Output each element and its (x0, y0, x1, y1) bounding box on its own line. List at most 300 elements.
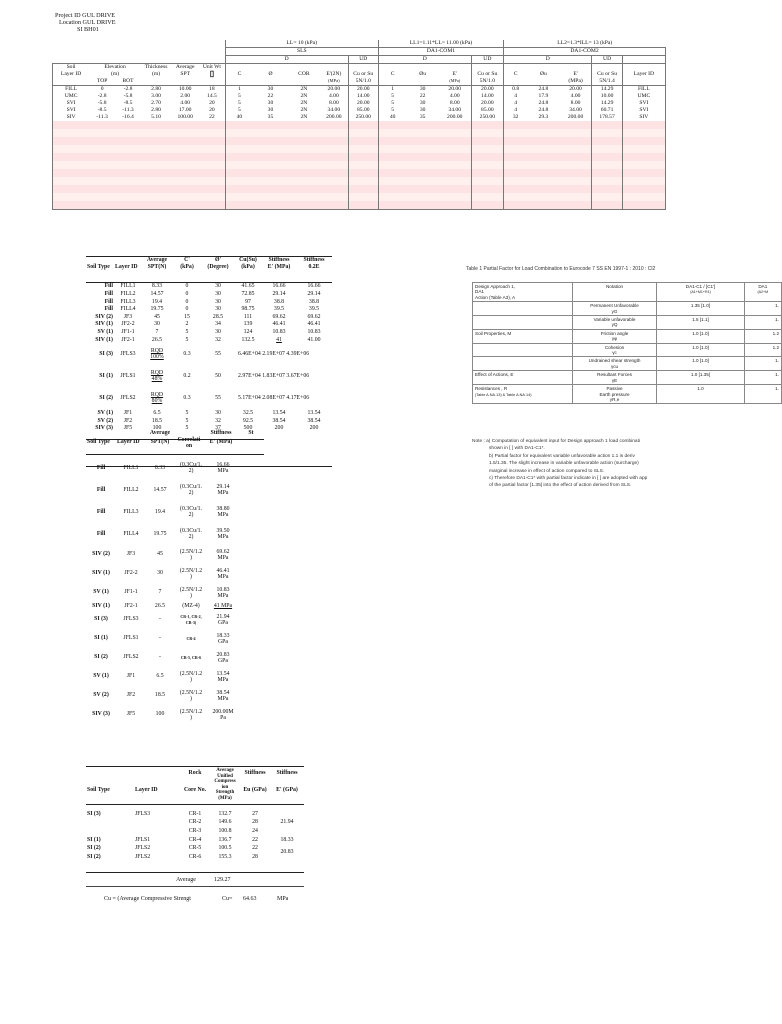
cell-lid: FILL1 (123, 464, 139, 471)
cell-lid: JF3 (123, 313, 133, 320)
h-bot: BOT (115, 78, 141, 86)
top-parameter-table (52, 40, 666, 210)
corr-line-2: 2) (188, 490, 194, 496)
cell-c: 0.3 (183, 351, 191, 358)
cell-corr (174, 457, 208, 479)
cell-vals: 2.97E+04 1.83E+07 3.67E+06 (238, 373, 310, 380)
e-line-1: 38.54 (216, 689, 230, 696)
cell-e1: 34.00 (448, 107, 462, 114)
h-avg: Average (146, 257, 168, 263)
empty-row (53, 145, 666, 153)
cell-st (86, 827, 134, 836)
cell-cu: 97 (245, 298, 251, 305)
cell-corr (174, 629, 208, 648)
h-soiltype: Soil Type (87, 263, 110, 270)
cell-eu: 24 (252, 828, 258, 835)
eff-v1: 1.0 [1.35] (657, 371, 744, 385)
note-line-4: 1.5/1.35. The slight increase in variable unfavorable action (surcharge) (489, 461, 639, 467)
cell-uw: 18 (209, 86, 215, 93)
cell-p1: 30 (419, 107, 426, 114)
cell-corr (174, 545, 208, 564)
cell-e (208, 705, 238, 724)
cell-uw: 20 (209, 100, 215, 107)
corr-line-1: (2.5N/1.2 (179, 708, 203, 715)
cell-spt: 19.4 (151, 298, 163, 305)
col2-sub: (A2+M (757, 290, 769, 295)
cell-cu: 500 (243, 425, 253, 432)
cell-cu: 41.65 (241, 283, 255, 290)
cell-e2: 200 (309, 425, 319, 432)
cell-c2: 4 (504, 100, 528, 107)
e-line-2: MPa (217, 573, 229, 580)
cell-lid: JF1-1 (124, 589, 138, 596)
empty-row (53, 185, 666, 193)
h-cukpa: (kPa) (241, 263, 255, 270)
table-row (86, 583, 264, 602)
cell-lid: FILL2 (120, 290, 136, 297)
cell-e (208, 583, 238, 602)
avg-value: 129.27 (214, 877, 231, 883)
cell-e (208, 602, 238, 610)
h-stiff2: Stiffness (303, 257, 325, 263)
cell-c2: 4 (504, 107, 528, 114)
h-core: Core No. (183, 786, 207, 793)
var-v2: 1. (775, 317, 779, 323)
h-unitwt: Unit Wt (202, 64, 221, 71)
table-row (86, 648, 264, 667)
cell-cu1: 14.00 (471, 93, 503, 100)
cell-spt: 14.57 (150, 290, 164, 297)
gamma-g: γG (611, 308, 618, 314)
cell-lid: JF2-1 (124, 602, 138, 609)
cell-p2: 24.8 (538, 100, 549, 107)
h-e2: E' (573, 71, 578, 78)
var-label: Variable unfavorable (593, 317, 636, 323)
cell-c: 5 (185, 417, 189, 424)
cell-spt: 19.4 (154, 508, 166, 515)
da1c2-line: LL2=1.3*ILL= 13 (kPa) (504, 40, 666, 48)
cell-e2: 20.00 (569, 86, 582, 93)
corr-line-1: (0.3Cu/1. (180, 462, 202, 468)
cell-e2: 38.54 (307, 417, 321, 424)
cell-cu: 72.85 (241, 290, 255, 297)
cell-lid: FILL4 (123, 530, 139, 537)
empty-row (53, 169, 666, 177)
cell-st: SV (1) (93, 673, 109, 680)
cell-spt: 26.5 (151, 336, 163, 343)
h-emp: E' (MPa) (209, 439, 233, 446)
h-top: TOP (89, 78, 115, 86)
cell-st: Fill (96, 464, 106, 471)
table-row (86, 602, 264, 610)
cell-phi: 30 (267, 86, 274, 93)
location-line: Location GUL DRIVE (59, 19, 116, 26)
cell-id: SVI (53, 107, 90, 114)
action-label: Action (Table A3), A (475, 294, 516, 300)
rqd-label: RQD (150, 392, 164, 399)
gamma-c: γc (612, 350, 617, 356)
cell-lid: JF2 (126, 692, 136, 699)
cell-e: 69.62 (272, 313, 286, 320)
cell-c1: 40 (378, 114, 406, 121)
cell-eu: 27 (252, 810, 258, 817)
cell-th: 3.00 (151, 93, 161, 100)
cell-bot: -11.3 (122, 107, 134, 114)
table-row (86, 479, 264, 501)
factor-title: Table 1 Partial Factor for Load Combination to Eurocode 7 SS EN 1997-1 : 2010 : Cl2 (466, 266, 656, 272)
cell-cu2: 14.29 (592, 100, 622, 107)
table-row (86, 545, 264, 564)
cell-e1: 4.00 (449, 93, 460, 100)
cell-id: SIV (53, 114, 90, 121)
cell-lid: FILL2 (123, 486, 139, 493)
h-mpa1: (MPa) (439, 78, 471, 86)
cell-id: FILL (53, 86, 90, 94)
cell-bot: -16.4 (122, 114, 134, 121)
cell-vals: 5.17E+04 2.08E+07 4.17E+06 (238, 395, 310, 402)
cell-spt: 18.5 (151, 417, 163, 424)
e-line-1: 21.94 (216, 613, 230, 620)
e-line-1: 29.14 (216, 484, 230, 490)
cell-e: 200.00 (326, 114, 342, 121)
cell-st: Fill (104, 306, 113, 313)
cell-e: 38.8 (273, 298, 285, 305)
cell-st: SIV (3) (95, 425, 113, 432)
e-line-1: 46.41 (216, 567, 230, 574)
cell-spt: 2.00 (180, 93, 191, 100)
e-line-2: Pa (220, 714, 226, 721)
cell-c: 0 (185, 283, 189, 290)
cell-spt: 100 (152, 425, 162, 432)
cell-rqd (142, 344, 172, 366)
table-row (86, 564, 264, 583)
cell-th: 2.80 (151, 86, 161, 93)
h-layerid2: Layer ID (622, 71, 665, 78)
cell-cu: 250.00 (348, 114, 378, 121)
cell-lid: FILL3 (123, 508, 139, 515)
h-cusu1: Cu or Su (471, 71, 503, 78)
cell-lid: JF2 (123, 417, 133, 424)
corr-line-2: ) (190, 714, 192, 721)
cell-lid: SIV (622, 114, 665, 121)
c2-ud: UD (592, 56, 622, 64)
cell-p2: 24.8 (538, 107, 549, 114)
corr-line-1: (2.5N/1.2 (179, 548, 203, 555)
cell-spt: 19.75 (153, 530, 167, 537)
cell-corr (174, 523, 208, 545)
cu-unit: MPa (277, 896, 289, 902)
table-row (86, 819, 304, 828)
corr-line-1: (2.5N/1.2 (179, 567, 203, 574)
perm-v2: 1. (775, 303, 779, 309)
h-ion: ion (221, 784, 229, 790)
cell-c: 5 (225, 107, 253, 114)
res-v1: 1.0 (657, 385, 744, 404)
rqd-row (86, 344, 332, 366)
cell-eu: 28 (252, 819, 258, 826)
cell-spt: 7 (155, 328, 159, 335)
cell-c: 5 (225, 93, 253, 100)
h-layerid: Layer ID (115, 263, 138, 270)
cell-c: 0 (185, 306, 189, 313)
note-line-3: b) Partial factor for equivalent variable unfavorable action 1.1 is deriv (489, 453, 635, 459)
cell-c1: 1 (378, 86, 406, 94)
cell-e (208, 501, 238, 523)
cell-c2: 4 (504, 93, 528, 100)
cell-c: 1 (225, 86, 253, 94)
table-row (86, 836, 304, 845)
cell-top: 0 (100, 86, 104, 93)
h-spt: SPT(N) (150, 439, 170, 446)
cell-ucs: 132.7 (218, 810, 232, 817)
cell-e (208, 667, 238, 686)
cell-e2: 69.62 (307, 313, 321, 320)
cell-cu: 32.5 (242, 410, 254, 417)
cell-spt: 45 (157, 551, 163, 558)
cell-lid: JFLS3 (123, 616, 139, 623)
cell-cu: 14.00 (348, 93, 378, 100)
cell-corr (174, 648, 208, 667)
corr-line-1: (2.5N/1.2 (179, 586, 203, 593)
h-avg: Average (216, 768, 234, 773)
perm-label: Permanent Unfavorable (590, 303, 639, 309)
cell-st: Fill (104, 290, 113, 297)
cell-e2: 29.14 (307, 290, 321, 297)
cell-st: SI (2) (87, 845, 101, 852)
h-soiltype: Soil Type (87, 439, 110, 446)
h-strength: Strength (215, 790, 235, 795)
empty-row (53, 137, 666, 145)
corr-line-1: (0.3Cu/1. (180, 528, 202, 534)
cell-e1: 200.00 (447, 114, 463, 121)
h-c1: C (378, 71, 406, 78)
cell-p2: 24.8 (538, 86, 549, 93)
cell-lid: JF5 (123, 425, 133, 432)
h-cu: Cu(Su) (239, 257, 257, 263)
cell-st: Fill (96, 508, 106, 515)
h-deg: (Degree) (207, 263, 229, 270)
cell-lid (134, 827, 180, 836)
cell-c: 15 (184, 313, 190, 320)
rqd-value: 80% (151, 397, 163, 404)
table-row (86, 705, 264, 724)
cell-top: -8.5 (97, 107, 107, 114)
cell-bot: -8.5 (123, 100, 133, 107)
cell-corr (174, 705, 208, 724)
cu-label: Cu= (222, 896, 233, 902)
cell-phi: 30 (215, 306, 221, 313)
da1c1-label: DA1-COM1 (378, 48, 503, 56)
e-line-2: MPa (217, 534, 229, 540)
cell-e (208, 479, 238, 501)
cell-e: 38.54 (272, 417, 286, 424)
cell-ucs: 136.7 (218, 836, 232, 843)
cell-cu: 85.00 (348, 107, 378, 114)
fric-v1: 1.0 [1.0] (657, 329, 744, 343)
empty-row (53, 177, 666, 185)
h-phi: Ø (268, 71, 273, 78)
cell-lid: SVI (622, 100, 665, 107)
cell-spt: 26.5 (154, 602, 166, 609)
cell-e2: 46.41 (307, 321, 321, 328)
cell-e (208, 686, 238, 705)
c2-d: D (504, 56, 592, 64)
cell-eu: 22 (252, 836, 258, 843)
corr-line-2: ) (190, 676, 192, 683)
h-spt: SPT(N) (147, 263, 167, 270)
cell-st: SI (1) (94, 635, 108, 642)
h-cusu2: Cu or Su (592, 71, 622, 78)
cell-cu1: 250.00 (471, 114, 503, 121)
cell-lid: JF1-1 (121, 328, 135, 335)
h-soil: Soil (53, 64, 90, 72)
e-line-2: GPa (218, 657, 228, 664)
cell-phi: 55 (215, 351, 221, 358)
e-line-2: MPa (217, 695, 229, 702)
h-phiu1: Øu (419, 71, 427, 78)
cell-lid: JFLS1 (120, 373, 136, 380)
cell-id: UMC (53, 93, 90, 100)
cell-cu2: 60.71 (592, 107, 622, 114)
cell-e2: 200.00 (567, 114, 584, 121)
cell-eu: 28 (252, 853, 258, 860)
cell-e (208, 648, 238, 667)
undr-v1: 1.0 [1.0] (657, 357, 744, 371)
cell-spt: 6.5 (156, 673, 164, 680)
cell-id: SVI (53, 100, 90, 107)
cell-cu1: 85.00 (471, 107, 503, 114)
h-5n10-1: 5N/1.0 (471, 78, 503, 86)
h-e1: E' (452, 71, 457, 78)
h-st: St (248, 430, 254, 436)
cell-core: CR-1 (188, 810, 202, 817)
cell-corr (174, 610, 208, 629)
h-stiff1: Stiffness (268, 257, 290, 263)
cell-cu: 124 (243, 328, 253, 335)
e-line-1: 41 MPa (213, 603, 233, 609)
cell-uw: 20 (209, 107, 215, 114)
table-row (86, 306, 332, 314)
h-egpa: E' (GPa) (276, 786, 298, 793)
cell-st: SIV (2) (95, 313, 113, 320)
cell-cu: 139 (243, 321, 253, 328)
cell-e1: 8.00 (449, 100, 460, 107)
cell-cor: 2N (300, 114, 308, 121)
cell-lid: FILL3 (120, 298, 136, 305)
h-stiff2: Stiffness (276, 770, 298, 777)
e-line-1: 13.54 (216, 670, 230, 677)
resist-label: Resistances , R (475, 386, 508, 392)
cell-p2: 17.9 (538, 93, 549, 100)
note-line-5: marginal increase in effect of action compared to SLS. (489, 468, 605, 474)
h-phiu2: Øu (540, 71, 547, 78)
h-c2: C (504, 71, 528, 78)
resultant-label: Resultant Forces (597, 372, 632, 378)
h-cusu: Cu or Su (348, 71, 378, 78)
cell-top: -5.8 (97, 100, 107, 107)
table-row (53, 93, 666, 100)
h-stiff: Stiffness (210, 430, 232, 436)
corr-line-2: 2) (188, 512, 194, 518)
corr-line-1: CR-1, CR-2, (180, 613, 202, 619)
h-thickness: Thickness (144, 64, 168, 71)
cell-corr (174, 583, 208, 602)
cell-spt: 14.57 (153, 486, 167, 493)
empty-row (53, 153, 666, 161)
cell-spt: 10.00 (178, 86, 192, 93)
corr-line-1: (2.5N/1.2 (179, 689, 203, 696)
rqd-label: RQD (150, 348, 164, 355)
cell-lid: JF5 (126, 711, 136, 718)
cell-spt: 19.75 (150, 306, 164, 313)
h-eu: Eu (GPa) (243, 786, 267, 793)
cell-c: 5 (185, 336, 189, 343)
cell-lid: JF2-2 (121, 321, 135, 328)
empty-row (53, 193, 666, 201)
cell-e2: 41.00 (307, 336, 321, 343)
cell-e: 20.83 (280, 848, 294, 855)
h-c: C' (184, 257, 190, 263)
cell-lid: FILL (622, 86, 665, 94)
cell-e2: 8.00 (570, 100, 581, 107)
cell-c: 0.3 (183, 395, 191, 402)
cell-phi: 32 (215, 336, 221, 343)
resist-sub: (Table A.NA.13) & Table A.NA.14) (475, 392, 532, 397)
e-line-1: 10.83 (216, 586, 230, 593)
cell-lid: JFLS1 (135, 836, 151, 843)
e-line-1: 16.66 (216, 462, 230, 468)
h-avg: Average (149, 430, 171, 436)
cell-uw: 14.5 (207, 93, 217, 100)
cell-e: 20.00 (327, 86, 341, 93)
cell-p1: 35 (419, 114, 426, 121)
cell-st: SV (2) (93, 692, 109, 699)
cell-st: SI (2) (87, 853, 101, 860)
si-line: SI BH01 (77, 26, 99, 33)
gamma-phi: γφ (611, 336, 618, 342)
cell-lid: JFLS2 (135, 853, 151, 860)
corr-line-2: ) (190, 573, 192, 580)
table-row (86, 827, 304, 836)
da1c2-label: DA1-COM2 (504, 48, 666, 56)
cell-spt: 45 (154, 313, 160, 320)
h-c: C (225, 71, 253, 78)
cell-spt: - (159, 616, 161, 623)
cell-e: 4.00 (328, 93, 339, 100)
cell-p2: 29.3 (538, 114, 549, 121)
corr-line-2: ) (190, 695, 192, 702)
cell-e2: 16.66 (307, 283, 321, 290)
cell-e2: 38.8 (308, 298, 320, 305)
cell-e: 16.66 (272, 283, 286, 290)
cell-st: Fill (104, 283, 113, 290)
table-row (86, 336, 332, 344)
h-corr1: Correlati (177, 436, 201, 443)
cell-e: 41 (276, 336, 282, 343)
cell-c: 5 (225, 100, 253, 107)
cell-cor: 2N (300, 86, 308, 93)
passive-label: Passive (606, 386, 623, 392)
cell-p1: 30 (419, 86, 426, 93)
rqd-value: 48% (151, 375, 163, 382)
cell-core: CR-3 (188, 828, 202, 835)
cell-e: 34.00 (327, 107, 341, 114)
h-02e: 0.2E (308, 263, 320, 270)
table-row (53, 86, 666, 94)
h-rock: Rock (188, 770, 202, 777)
cell-spt: - (159, 635, 161, 642)
cell-cu1: 20.00 (471, 86, 503, 94)
